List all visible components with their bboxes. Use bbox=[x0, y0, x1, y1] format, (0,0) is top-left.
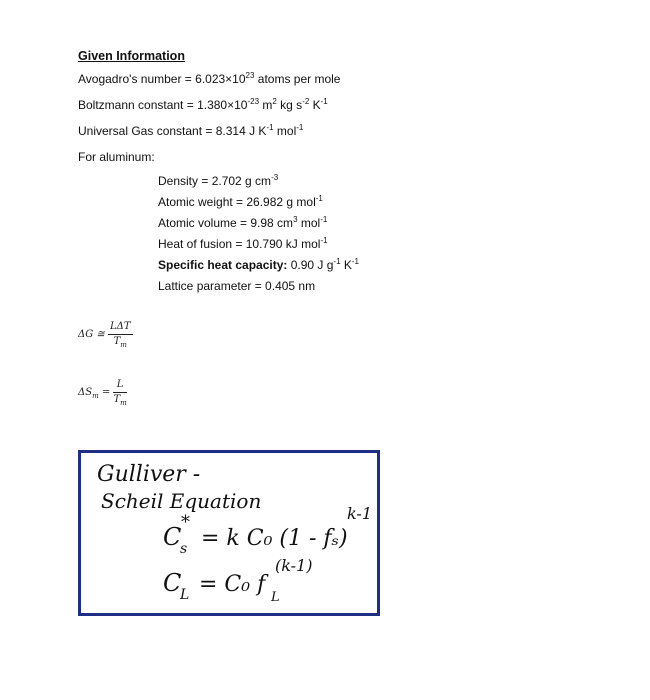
avogadro-line: Avogadro's number = $6.023\times 10^{23}$ atoms per mole bbox=[78, 71, 341, 86]
gibbs-equation bbox=[78, 320, 133, 349]
gibbs-lhs: ΔG ≅ bbox=[78, 329, 105, 340]
hand-eq1-sub: s bbox=[180, 541, 188, 557]
hand-eq2-exponent: (k-1) bbox=[275, 556, 313, 575]
hand-eq2-sub: L bbox=[180, 587, 190, 603]
for-aluminum-label: For aluminum: bbox=[78, 150, 155, 164]
lattice-parameter-line: Lattice parameter = 0.405 nm bbox=[158, 279, 316, 293]
hand-title-line2: Scheil Equation bbox=[101, 489, 262, 513]
entropy-fraction: $\frac{L}{T_m}$ bbox=[113, 379, 127, 407]
hand-eq2-rhs: = C₀ f bbox=[199, 572, 266, 597]
given-heading: Given Information bbox=[78, 49, 185, 63]
atomic-weight-line: Atomic weight = 26.982 g mol$^{-1}$ bbox=[158, 194, 323, 209]
atomic-volume-line: Atomic volume = 9.98 $cm^3$ mol$^{-1}$ bbox=[158, 215, 328, 230]
handwritten-note bbox=[81, 453, 377, 613]
hand-eq1-star: * bbox=[181, 512, 190, 533]
hand-title-line1: Gulliver - bbox=[97, 462, 201, 487]
entropy-equation bbox=[78, 378, 127, 407]
hand-eq2-fsub: L bbox=[271, 590, 280, 605]
heat-of-fusion-line: Heat of fusion = 10.790 kJ mol$^{-1}$ bbox=[158, 236, 328, 251]
hand-eq1-exponent: k-1 bbox=[347, 504, 372, 523]
density-line: Density = 2.702 g $cm^{-3}$ bbox=[158, 173, 279, 188]
hand-eq2-lhs: C bbox=[163, 569, 182, 597]
entropy-lhs: $\Delta S_m$ = bbox=[78, 387, 111, 400]
boltzmann-line: Boltzmann constant = $1.380\times 10^{-23}$ $m^2$ kg $s^{-2}$ $K^{-1}$ bbox=[78, 97, 328, 112]
hand-eq1-rhs: = k C₀ (1 - fₛ) bbox=[201, 526, 348, 551]
hand-eq1-lhs: C bbox=[163, 523, 182, 551]
specific-heat-line: Specific heat capacity: 0.90 J $g^{-1}$ $K^{-1}$ bbox=[158, 257, 360, 272]
scheil-handwritten-box bbox=[78, 450, 380, 616]
gas-constant-line: Universal Gas constant = 8.314 J $K^{-1}$ mol$^{-1}$ bbox=[78, 123, 304, 138]
gibbs-fraction: $\frac{\text{LΔT}}{T_m}$ bbox=[109, 321, 131, 349]
